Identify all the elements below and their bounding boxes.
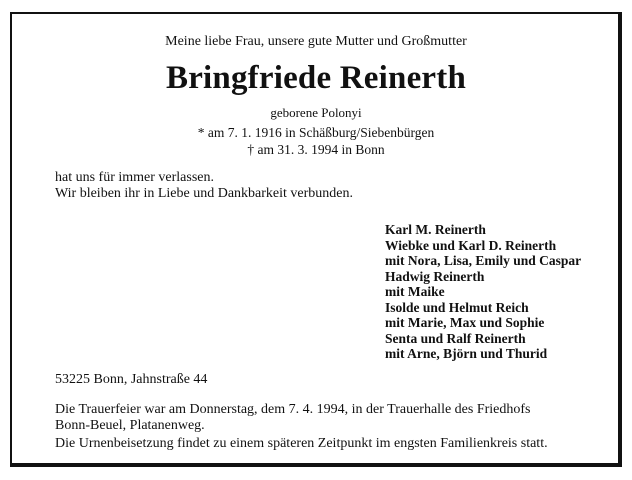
mourner-line: mit Nora, Lisa, Emily und Caspar <box>385 253 582 268</box>
mourner-line: mit Arne, Björn und Thurid <box>385 346 548 361</box>
message-line-1: hat uns für immer verlassen. <box>55 170 215 185</box>
maiden-name: geborene Polonyi <box>270 105 362 120</box>
mourner-line: Hadwig Reinerth <box>385 268 485 284</box>
ceremony-line-1: Die Trauerfeier war am Donnerstag, dem 7. 4. 1994, in der Trauerhalle des Friedhofs <box>55 402 531 417</box>
intro-line: Meine liebe Frau, unsere gute Mutter und Großmutter <box>165 34 467 49</box>
mourner-line: mit Marie, Max und Sophie <box>385 315 545 330</box>
deceased-name: Bringfriede Reinerth <box>165 60 467 96</box>
mourner-line: mit Maike <box>385 284 445 299</box>
mourner-line: Senta und Ralf Reinerth <box>385 330 526 346</box>
death-date: † am 31. 3. 1994 in Bonn <box>247 142 385 157</box>
mourner-line: Isolde und Helmut Reich <box>385 299 529 315</box>
ceremony-line-2: Bonn-Beuel, Platanenweg. <box>55 418 205 433</box>
birth-date: * am 7. 1. 1916 in Schäßburg/Siebenbürgen <box>197 125 435 140</box>
burial-line: Die Urnenbeisetzung findet zu einem späteren Zeitpunkt im engsten Familienkreis statt. <box>55 436 548 451</box>
mourners-list <box>385 222 581 362</box>
message-line-2: Wir bleiben ihr in Liebe und Dankbarkeit verbunden. <box>55 186 354 201</box>
address: 53225 Bonn, Jahnstraße 44 <box>55 372 208 387</box>
mourner-line: Karl M. Reinerth <box>385 222 486 237</box>
mourner-line: Wiebke und Karl D. Reinerth <box>385 237 557 253</box>
